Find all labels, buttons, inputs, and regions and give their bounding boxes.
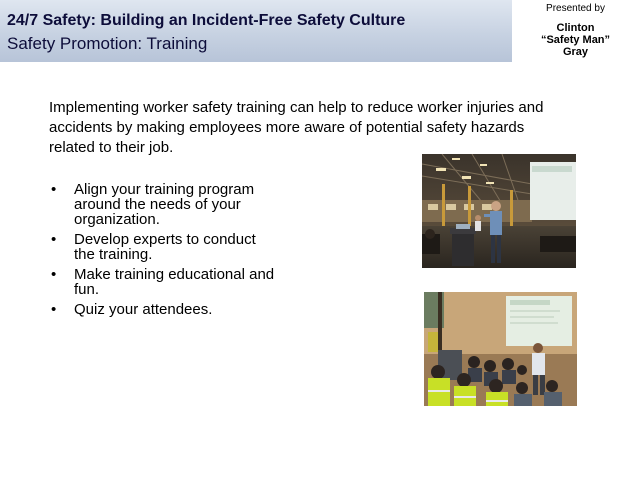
training-photo-audience	[424, 292, 577, 406]
intro-paragraph	[49, 98, 609, 158]
bullet-dot-icon: •	[51, 266, 57, 283]
bullet-line: the training.	[74, 246, 153, 263]
bullet-line: Quiz your attendees.	[74, 301, 213, 318]
bullet-line: organization.	[74, 211, 160, 228]
presenter-box	[513, 0, 638, 62]
bullet-line: around the needs of your	[74, 196, 241, 213]
bullet-item	[49, 302, 299, 317]
training-photo-presenter	[422, 154, 576, 268]
bullet-dot-icon: •	[51, 181, 57, 198]
bullet-line: fun.	[74, 281, 100, 298]
presenter-name	[513, 22, 638, 58]
audience-training-illustration	[424, 292, 577, 406]
intro-line: Implementing worker safety training can help to reduce worker injuries and	[49, 99, 544, 116]
bullet-dot-icon: •	[51, 231, 57, 248]
intro-line: accidents by making employees more aware of potential safety hazards	[49, 119, 525, 136]
bullet-line: Align your training program	[74, 181, 255, 198]
title-banner	[0, 0, 513, 62]
slide-title: 24/7 Safety: Building an Incident-Free Safety Culture	[7, 12, 406, 29]
bullet-dot-icon: •	[51, 301, 57, 318]
bullet-list	[49, 182, 299, 322]
presenter-name-line: Gray	[562, 46, 589, 58]
warehouse-training-illustration	[422, 154, 576, 268]
bullet-item	[49, 182, 299, 227]
bullet-item	[49, 232, 299, 262]
bullet-item	[49, 267, 299, 297]
presenter-name-line: Clinton	[556, 22, 595, 34]
bullet-line: Develop experts to conduct	[74, 231, 256, 248]
slide-subtitle: Safety Promotion: Training	[7, 34, 208, 53]
presenter-name-line: “Safety Man”	[540, 34, 611, 46]
bullet-line: Make training educational and	[74, 266, 275, 283]
intro-line: related to their job.	[49, 139, 174, 156]
presented-by-label: Presented by	[546, 3, 605, 14]
